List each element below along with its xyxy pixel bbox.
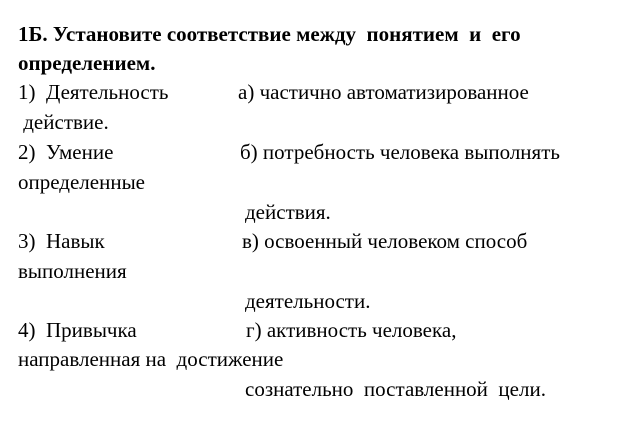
term-3: 3) Навык <box>18 229 105 253</box>
definition-c-continuation-1: выполнения <box>18 259 127 283</box>
definition-a-continuation: действие. <box>18 110 109 134</box>
term-4: 4) Привычка <box>18 318 137 342</box>
definition-b-continuation-1: определенные <box>18 170 145 194</box>
term-2: 2) Умение <box>18 140 114 164</box>
definition-d: г) активность человека, <box>246 318 457 342</box>
definition-c-continuation-2: деятельности. <box>245 289 371 313</box>
task-heading-line-2: определением. <box>18 51 156 75</box>
definition-d-continuation-1: направленная на достижение <box>18 347 284 371</box>
definition-b: б) потребность человека выполнять <box>240 140 560 164</box>
definition-c: в) освоенный человеком способ <box>242 229 528 253</box>
definition-d-continuation-2: сознательно поставленной цели. <box>245 377 546 401</box>
term-1: 1) Деятельность <box>18 80 169 104</box>
definition-a: а) частично автоматизированное <box>238 80 529 104</box>
definition-b-continuation-2: действия. <box>245 200 331 224</box>
task-heading-line-1: 1Б. Установите соответствие между понятием и его <box>18 22 521 46</box>
